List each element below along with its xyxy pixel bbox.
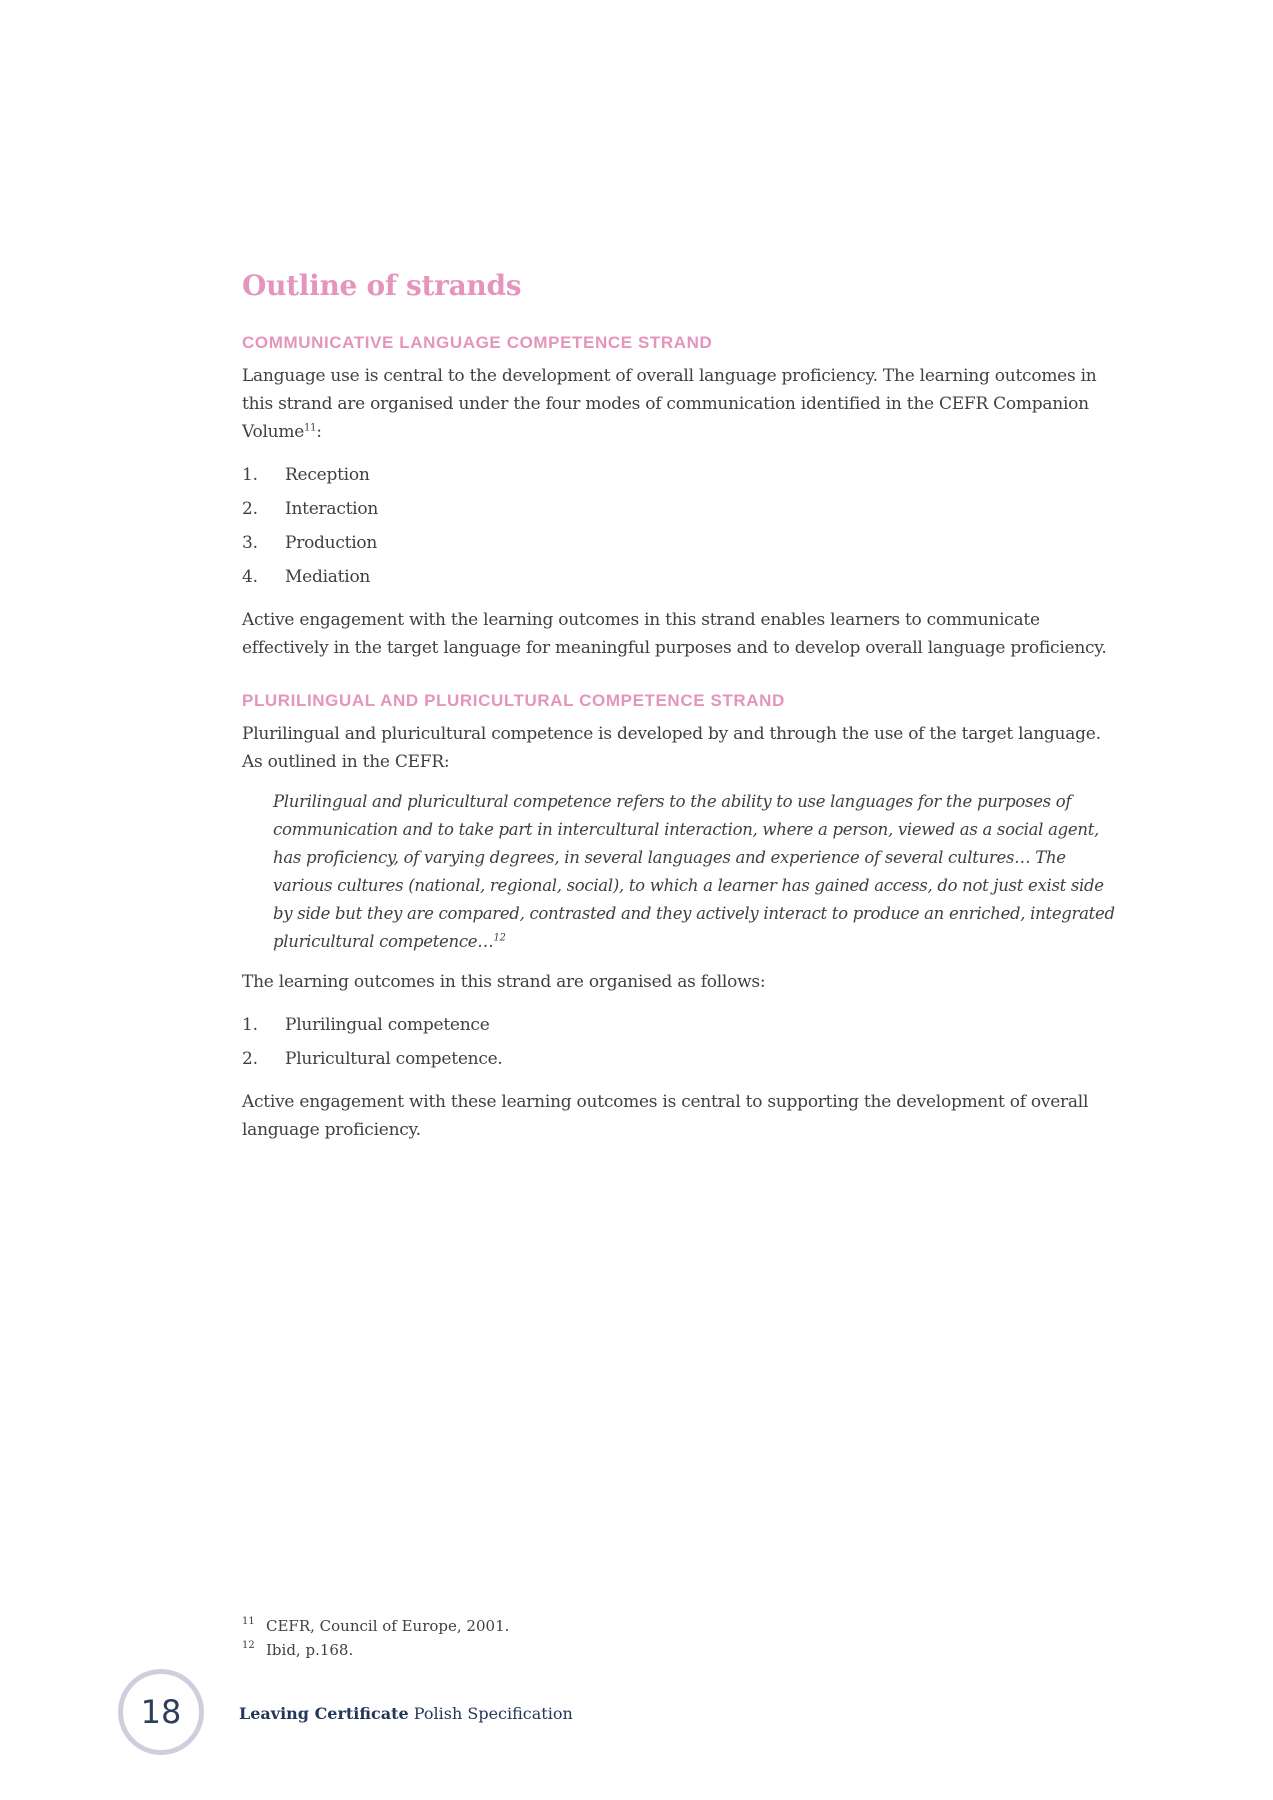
- footnote-ref-11[interactable]: 11: [304, 422, 317, 434]
- list-item-label: Pluricultural competence.: [285, 1049, 503, 1069]
- list-item: [242, 526, 1122, 560]
- intro-suffix: :: [316, 422, 322, 442]
- list-item: [242, 1008, 1122, 1042]
- page-title: Outline of strands: [242, 269, 522, 302]
- communicative-strand-closing: Active engagement with the learning outcomes in this strand enables learners to communicate effectively in the target language for meaningful purposes and to develop overall language proficiency.: [242, 610, 1107, 658]
- footnote-12: [242, 1638, 942, 1662]
- page-content: [242, 268, 1122, 1156]
- page-number: 18: [140, 1693, 182, 1731]
- list-item-label: Plurilingual competence: [285, 1015, 490, 1035]
- footnote-text: CEFR, Council of Europe, 2001.: [266, 1617, 510, 1635]
- plurilingual-competence-list: [242, 1008, 1122, 1076]
- footer-document-title: [239, 1703, 573, 1725]
- list-item: [242, 560, 1122, 594]
- list-item-label: Reception: [285, 465, 370, 485]
- plurilingual-strand-section: [242, 690, 1122, 1144]
- communicative-strand-intro-text: Language use is central to the development of overall language proficiency. The learning outcomes in this strand are organised under the four modes of communication identified in the CEFR Companion Volume: [242, 366, 1097, 442]
- cefr-quote: [273, 788, 1122, 956]
- list-item: [242, 492, 1122, 526]
- page-number-badge: [118, 1669, 204, 1755]
- list-item-number: 3.: [242, 533, 258, 553]
- list-item-number: 1.: [242, 465, 258, 485]
- plurilingual-strand-closing: Active engagement with these learning outcomes is central to supporting the development of overall language proficiency.: [242, 1092, 1089, 1140]
- footnotes: [242, 1614, 942, 1662]
- plurilingual-list-intro: The learning outcomes in this strand are organised as follows:: [242, 972, 766, 992]
- list-item-label: Interaction: [285, 499, 379, 519]
- list-item-number: 2.: [242, 1049, 258, 1069]
- footnote-number: 11: [242, 1616, 255, 1627]
- communicative-strand-heading: COMMUNICATIVE LANGUAGE COMPETENCE STRAND: [242, 333, 713, 352]
- footnote-text: Ibid, p.168.: [266, 1641, 354, 1659]
- communicative-strand-intro: [242, 362, 1122, 446]
- footnote-11: [242, 1614, 942, 1638]
- list-item-number: 4.: [242, 567, 258, 587]
- cefr-quote-text: Plurilingual and pluricultural competence refers to the ability to use languages for the purposes of communication and to take part in intercultural interaction, where a person, viewed as a social agent, has proficiency, of varying degrees, in several languages and experience of several cultures… The various cultures (national, regional, social), to which a learner has gained access, do not just exist side by side but they are compared, contrasted and they actively interact to produce an enriched, integrated pluricultural competence…: [273, 792, 1115, 951]
- footer-title-bold: Leaving Certificate: [239, 1704, 409, 1723]
- plurilingual-strand-heading: PLURILINGUAL AND PLURICULTURAL COMPETENCE STRAND: [242, 691, 785, 710]
- footer-title-regular: Polish Specification: [413, 1704, 573, 1723]
- list-item-number: 1.: [242, 1015, 258, 1035]
- footnote-number: 12: [242, 1640, 255, 1651]
- plurilingual-strand-intro: Plurilingual and pluricultural competence is developed by and through the use of the target language. As outlined in the CEFR:: [242, 724, 1101, 772]
- list-item: [242, 458, 1122, 492]
- list-item-label: Mediation: [285, 567, 371, 587]
- list-item-label: Production: [285, 533, 378, 553]
- communicative-strand-section: [242, 332, 1122, 662]
- list-item-number: 2.: [242, 499, 258, 519]
- communication-modes-list: [242, 458, 1122, 594]
- footnote-ref-12[interactable]: 12: [493, 932, 506, 944]
- list-item: [242, 1042, 1122, 1076]
